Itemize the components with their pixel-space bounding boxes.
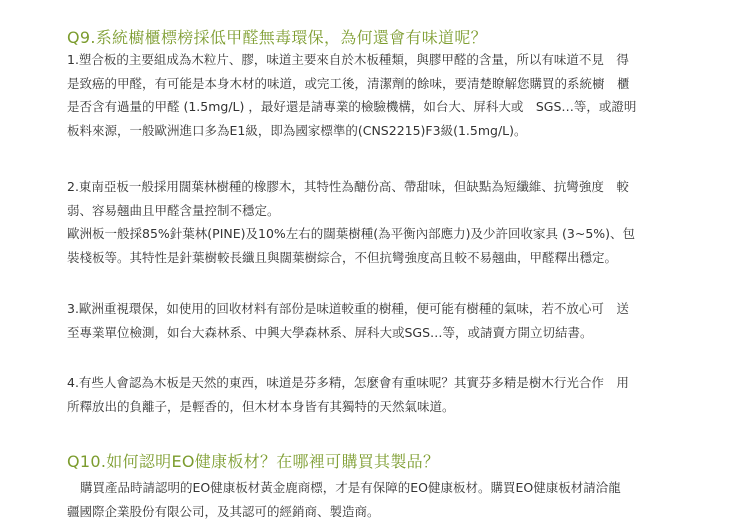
- q9-answer-paragraph-3: [67, 297, 690, 344]
- text-line: 4.有些人會認為木板是天然的東西，味道是芬多精，怎麼會有重味呢？其實芬多精是樹木行光合作 用: [67, 375, 629, 390]
- text-line: 所釋放出的負離子，是輕香的，但木材本身皆有其獨特的天然氣味道。: [67, 398, 455, 414]
- text-line: 1.塑合板的主要組成為木粒片、膠，味道主要來自於木板種類，與膠甲醛的含量，所以有味道不見 得: [67, 52, 629, 67]
- text-line: 2.東南亞板一般採用闊葉林樹種的橡膠木，其特性為醣份高、帶甜味，但缺點為短纖維、抗彎強度 較: [67, 179, 629, 194]
- text-line: 歐洲板一般採85%針葉林(PINE)及10%左右的闊葉樹種(為平衡內部應力)及少許回收家具 (3~5%)、包: [67, 226, 636, 241]
- text-line: 板料來源，一般歐洲進口多為E1級，即為國家標準的(CNS2215)F3級(1.5mg/L)。: [67, 122, 527, 138]
- text-line: 是致癌的甲醛，有可能是本身木材的味道，或完工後，清潔劑的餘味，要清楚瞭解您購買的系統櫥 櫃: [67, 75, 630, 91]
- q10-heading: Q10.如何認明EO健康板材？在哪裡可購買其製品？: [67, 452, 440, 471]
- q9-answer-paragraph-2: [67, 175, 690, 269]
- text-line: 弱、容易翹曲且甲醛含量控制不穩定。: [67, 202, 280, 218]
- q9-heading: Q9.系統櫥櫃標榜採低甲醛無毒環保，為何還會有味道呢？: [67, 28, 487, 47]
- q9-answer-paragraph-4: [67, 371, 690, 418]
- text-line: 疆國際企業股份有限公司，及其認可的經銷商、製造商。: [67, 503, 380, 519]
- text-line: 是否含有過量的甲醛 (1.5mg/L) ，最好還是請專業的檢驗機構，如台大、屏科大或 SGS…等，或證明: [67, 99, 637, 114]
- q10-answer-paragraph-1: [67, 476, 690, 523]
- text-line: 購買產品時請認明的EO健康板材黃金鹿商標，才是有保障的EO健康板材。購買EO健康板材請洽龍: [80, 480, 621, 495]
- text-line: 裝棧板等。其特性是針葉樹較長纖且與闊葉樹綜合，不但抗彎強度高且較不易翹曲，甲醛釋出穩定。: [67, 249, 618, 265]
- q9-answer-paragraph-1: [67, 48, 690, 142]
- text-line: 3.歐洲重視環保，如使用的回收材料有部份是味道較重的樹種，便可能有樹種的氣味，若不放心可 送: [67, 301, 629, 316]
- text-line: 至專業單位檢測，如台大森林系、中興大學森林系、屏科大或SGS…等，或請賣方開立切結書。: [67, 324, 593, 340]
